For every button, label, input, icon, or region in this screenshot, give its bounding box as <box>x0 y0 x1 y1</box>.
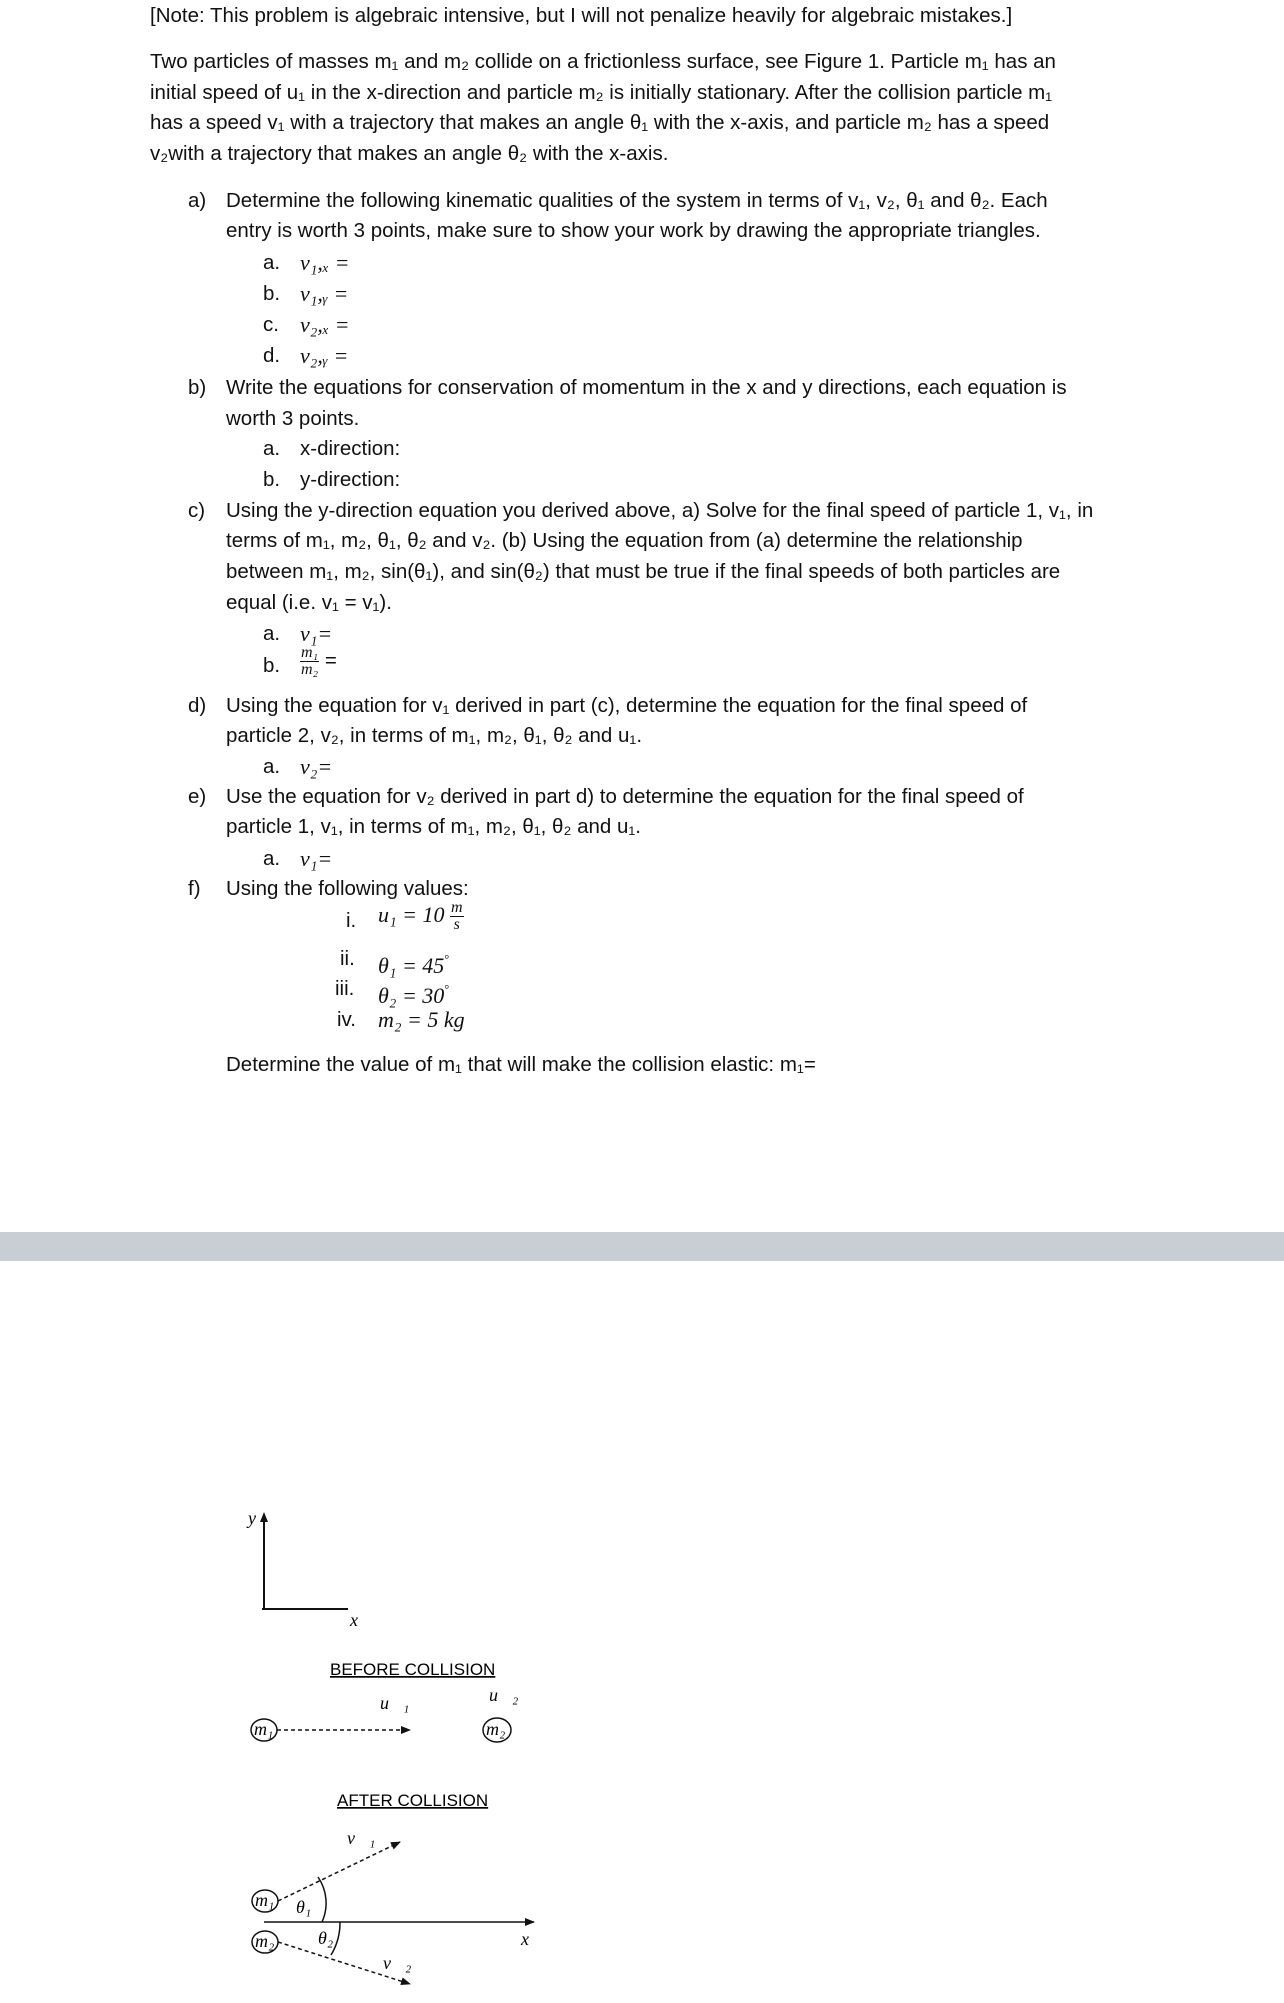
intro-line: Two particles of masses m₁ and m₂ collide on a frictionless surface, see Figure 1. Particle m₁ has an <box>150 50 1056 73</box>
v1-label: v⃗₁ <box>347 1828 376 1848</box>
item-label: b. <box>263 654 281 677</box>
figure-1 <box>0 1261 1284 2003</box>
collision-diagram <box>0 1261 1284 2003</box>
note: [Note: This problem is algebraic intensive, but I will not penalize heavily for algebraic mistakes.] <box>150 4 1013 27</box>
m2-label: m₂ <box>486 1719 506 1739</box>
part-line: Using the y-direction equation you derived above, a) Solve for the final speed of particle 1, v₁, in <box>226 499 1094 522</box>
item-text: v₁,ᵧ = <box>300 281 349 306</box>
item-label: a. <box>263 622 281 645</box>
intro-line: initial speed of u₁ in the x-direction and particle m₂ is initially stationary. After the collision particle m₁ <box>150 81 1053 104</box>
degree-sign: ° <box>444 982 450 996</box>
intro-line: has a speed v₁ with a trajectory that makes an angle θ₁ with the x-axis, and particle m₂ has a speed <box>150 111 1050 134</box>
part-label: d) <box>188 694 207 717</box>
part-line: particle 1, v₁, in terms of m₁, m₂, θ₁, θ₂ and u₁. <box>226 815 642 838</box>
intro-line: v₂with a trajectory that makes an angle θ₂ with the x-axis. <box>150 142 669 165</box>
value-label: iv. <box>337 1008 356 1031</box>
x-after-label: x <box>521 1929 529 1949</box>
item-label: a. <box>263 437 281 460</box>
ratio-equals: = <box>324 648 337 672</box>
item-label: a. <box>263 251 281 274</box>
item-text: v₁= <box>300 621 333 646</box>
item-text: x-direction: <box>300 437 401 460</box>
part-label: c) <box>188 499 206 522</box>
part-line: Using the equation for v₁ derived in part (c), determine the equation for the final speed of <box>226 694 1028 717</box>
item-text: v₁= <box>300 846 333 871</box>
ratio-expression <box>300 645 337 678</box>
item-label: c. <box>263 313 279 336</box>
part-line: equal (i.e. v₁ = v₁). <box>226 591 392 614</box>
final-question: Determine the value of m₁ that will make the collision elastic: m₁= <box>226 1053 816 1076</box>
value-label: ii. <box>340 947 355 970</box>
before-collision-title: BEFORE COLLISION <box>330 1660 496 1679</box>
u2-label: u⃗₂ <box>489 1685 519 1705</box>
part-label: a) <box>188 189 207 212</box>
unit-numerator: m <box>451 899 463 917</box>
item-label: b. <box>263 282 281 305</box>
part-line: particle 2, v₂, in terms of m₁, m₂, θ₁, θ₂ and u₁. <box>226 724 643 747</box>
axis-x-label: x <box>350 1610 358 1630</box>
item-label: b. <box>263 468 281 491</box>
value-text: θ₁ = 45 <box>378 953 445 978</box>
item-label: d. <box>263 344 281 367</box>
item-text: v₂= <box>300 754 333 779</box>
value-m2: m₂ = 5 kg <box>378 1007 465 1032</box>
theta2-label: θ₂ <box>318 1928 334 1948</box>
part-line: between m₁, m₂, sin(θ₁), and sin(θ₂) that must be true if the final speeds of both particles are <box>226 560 1061 583</box>
m1-label: m₁ <box>254 1719 274 1739</box>
part-label: f) <box>188 877 201 900</box>
part-line: entry is worth 3 points, make sure to show your work by drawing the appropriate triangles. <box>226 219 1041 242</box>
m1-after-label: m₁ <box>255 1890 275 1910</box>
axis-y-label: y <box>248 1508 256 1528</box>
part-line: terms of m₁, m₂, θ₁, θ₂ and v₂. (b) Using the equation from (a) determine the relationship <box>226 529 1023 552</box>
item-text: y-direction: <box>300 468 401 491</box>
value-label: iii. <box>335 977 355 1000</box>
unit-fraction <box>450 900 464 933</box>
after-collision-title: AFTER COLLISION <box>337 1791 489 1810</box>
part-label: e) <box>188 785 207 808</box>
part-line: Write the equations for conservation of momentum in the x and y directions, each equation is <box>226 376 1067 399</box>
axes-icon <box>260 1512 348 1609</box>
part-label: b) <box>188 376 207 399</box>
degree-sign: ° <box>444 952 450 966</box>
u1-label: u⃗₁ <box>380 1693 410 1713</box>
mass-ratio <box>300 645 319 678</box>
theta1-label: θ₁ <box>296 1897 312 1917</box>
value-u1 <box>378 900 464 933</box>
item-label: a. <box>263 755 281 778</box>
page-separator <box>0 1232 1284 1261</box>
item-text: v₂,ᵧ = <box>300 343 349 368</box>
part-line: worth 3 points. <box>226 407 360 430</box>
v1-arrow-icon <box>278 1842 400 1901</box>
value-lhs: u₁ = 10 <box>378 902 445 927</box>
item-label: a. <box>263 847 281 870</box>
v2-label: v⃗₂ <box>383 1953 412 1973</box>
part-line: Use the equation for v₂ derived in part d) to determine the equation for the final speed of <box>226 785 1024 808</box>
m2-after-label: m₂ <box>255 1931 275 1951</box>
part-line: Using the following values: <box>226 877 469 900</box>
theta1-arc-icon <box>318 1877 326 1922</box>
ratio-denominator: m₂ <box>301 661 319 678</box>
item-text: v₁,ₓ = <box>300 250 350 275</box>
value-label: i. <box>346 909 357 932</box>
value-text: θ₂ = 30 <box>378 983 445 1008</box>
item-text: v₂,ₓ = <box>300 312 350 337</box>
ratio-numerator: m₁ <box>301 644 319 661</box>
part-line: Determine the following kinematic qualities of the system in terms of v₁, v₂, θ₁ and θ₂. Each <box>226 189 1048 212</box>
unit-denominator: s <box>453 916 460 934</box>
